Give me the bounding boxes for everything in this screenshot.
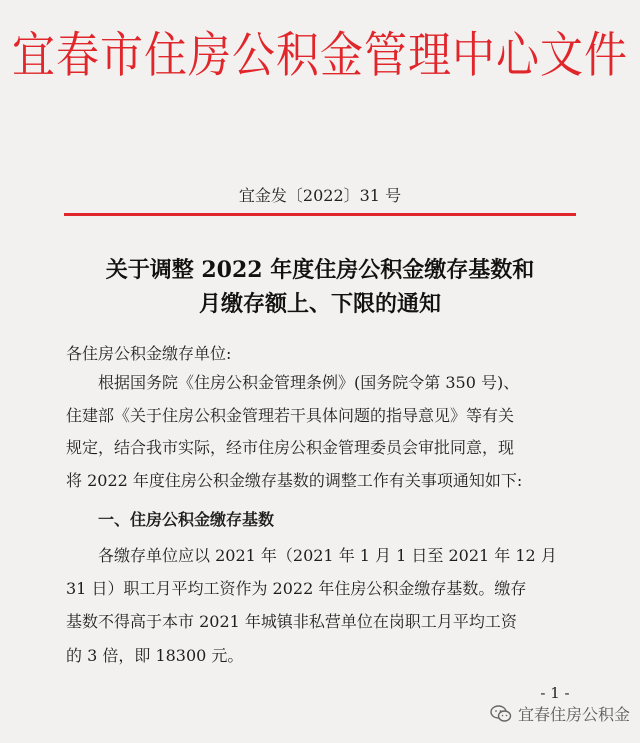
salutation: 各住房公积金缴存单位: (66, 344, 232, 363)
watermark-text: 宜春住房公积金 (517, 705, 630, 724)
paragraph-line: 规定，结合我市实际，经市住房公积金管理委员会审批同意，现 (66, 438, 515, 457)
header-divider (64, 213, 576, 216)
paragraph-line: 31 日）职工月平均工资作为 2022 年住房公积金缴存基数。缴存 (66, 579, 527, 598)
paragraph-line: 住建部《关于住房公积金管理若干具体问题的指导意见》等有关 (66, 406, 515, 425)
source-watermark (490, 702, 630, 725)
paragraph-line: 基数不得高于本市 2021 年城镇非私营单位在岗职工月平均工资 (66, 612, 517, 631)
page-number: - 1 - (540, 684, 570, 702)
notice-title-line2: 月缴存额上、下限的通知 (198, 291, 441, 317)
wechat-icon (490, 705, 512, 723)
paragraph-line: 根据国务院《住房公积金管理条例》(国务院令第 350 号)、 (98, 373, 520, 392)
paragraph-line: 各缴存单位应以 2021 年（2021 年 1 月 1 日至 2021 年 12 月 (98, 546, 557, 565)
document-header-title: 宜春市住房公积金管理中心文件 (12, 28, 628, 84)
document-number: 宜金发〔2022〕31 号 (238, 186, 402, 205)
paragraph-line: 将 2022 年度住房公积金缴存基数的调整工作有关事项通知如下: (66, 471, 523, 490)
section-heading: 一、住房公积金缴存基数 (98, 510, 275, 529)
paragraph-line: 的 3 倍，即 18300 元。 (66, 646, 244, 665)
notice-title-line1: 关于调整 2022 年度住房公积金缴存基数和 (105, 257, 535, 283)
